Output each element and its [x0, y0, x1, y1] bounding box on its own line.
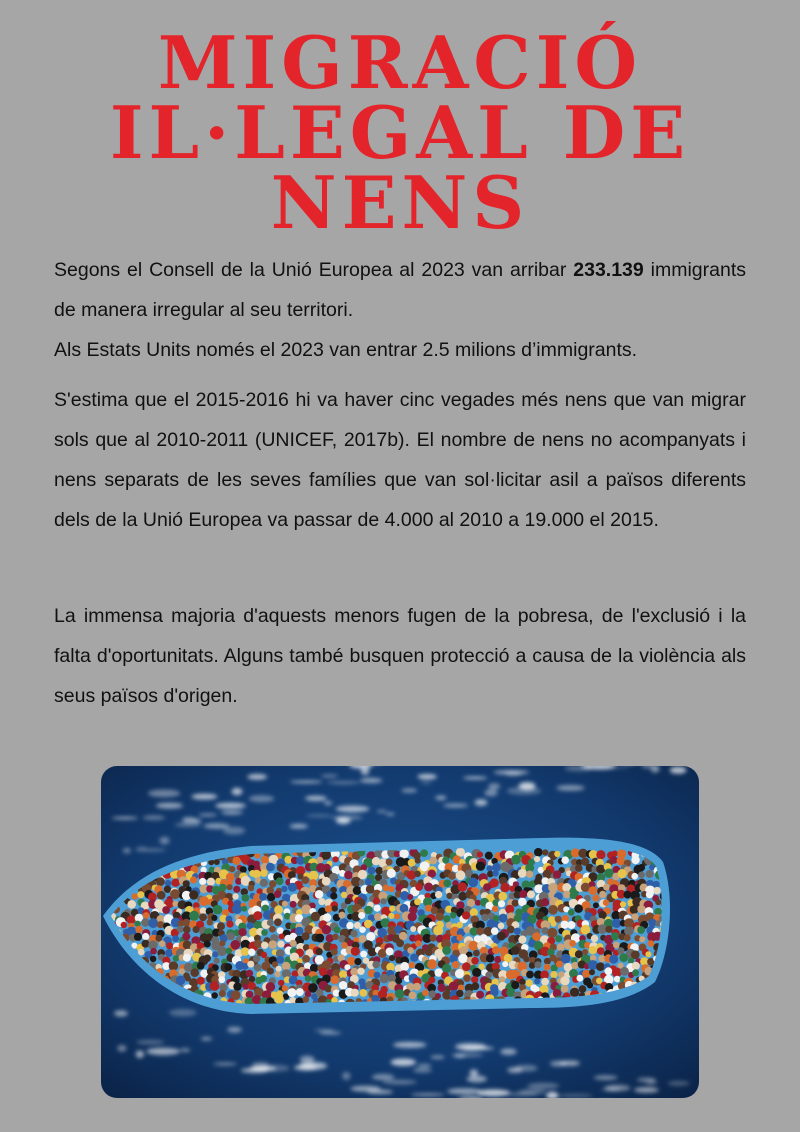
paragraph-eu-statistics: [54, 250, 746, 370]
title-line-2: IL·LEGAL DE: [109, 90, 691, 175]
paragraph1-intro: Segons el Consell de la Unió Europea al 2023 van arribar: [54, 259, 574, 281]
paragraph-reasons: La immensa majoria d'aquests menors fugen de la pobresa, de l'exclusió i la falta d'oportunitats. Alguns també busquen protecció a causa de la violència als seus països d'origen.: [54, 605, 746, 707]
title-line-3: NENS: [270, 160, 530, 245]
paragraph1-rest: immigrants de manera irregular al seu territori.: [54, 259, 746, 321]
page-title: [0, 20, 800, 245]
paragraph1-us-line: Als Estats Units només el 2023 van entrar 2.5 milions d’immigrants.: [54, 339, 638, 361]
boat-illustration: [101, 766, 699, 1098]
immigrant-count: 233.139: [573, 259, 644, 281]
migrant-boat-photo: [101, 766, 699, 1098]
paragraph-unicef: S'estima que el 2015-2016 hi va haver cinc vegades més nens que van migrar sols que al 2010-2011 (UNICEF, 2017b). El nombre de nens no acompanyats i nens separats de les seves famílies que van sol·licitar asil a països diferents dels de la Unió Europea va passar de 4.000 al 2010 a 19.000 el 2015.: [54, 389, 746, 531]
title-line-1: MIGRACIÓ: [157, 20, 643, 105]
